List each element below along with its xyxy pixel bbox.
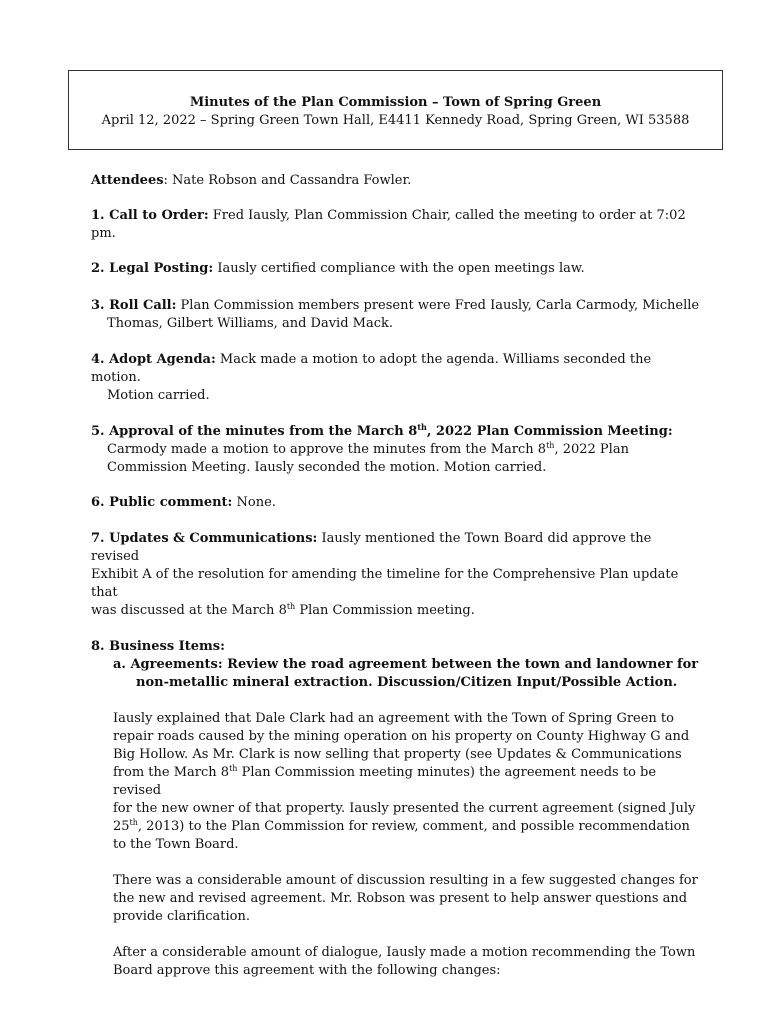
updates-line3-b: Plan Commission meeting.: [295, 603, 475, 618]
approval-label-sup: th: [417, 422, 427, 432]
para1-line6: [113, 818, 701, 836]
para1-line1: Iausly explained that Dale Clark had an agreement with the Town of Spring Green to: [113, 711, 674, 726]
roll-call-label: 3. Roll Call:: [91, 298, 177, 313]
business-sub-a-line2: non-metallic mineral extraction. Discussion/Citizen Input/Possible Action.: [136, 675, 678, 690]
para3-line2: Board approve this agreement with the following changes:: [113, 963, 501, 978]
attendees: [91, 172, 701, 190]
item-adopt-agenda: [91, 351, 701, 387]
call-to-order-text: Fred Iausly, Plan Commission Chair, called the meeting to order at 7:02 pm.: [91, 208, 686, 241]
legal-posting-label: 2. Legal Posting:: [91, 261, 214, 276]
public-comment-label: 6. Public comment:: [91, 495, 233, 510]
minutes-body: [91, 172, 701, 980]
approval-line2: Commission Meeting. Iausly seconded the motion. Motion carried.: [107, 460, 547, 475]
business-paragraph-2: [91, 872, 701, 926]
item-call-to-order: [91, 207, 701, 243]
item-public-comment: [91, 494, 701, 512]
document-header: [68, 70, 723, 150]
updates-line1: Iausly mentioned the Town Board did approve the revised: [91, 531, 652, 564]
updates-line3-a: was discussed at the March 8: [91, 603, 287, 618]
para3-line1: After a considerable amount of dialogue, Iausly made a motion recommending the Town: [113, 945, 696, 960]
updates-line2: Exhibit A of the resolution for amending the timeline for the Comprehensive Plan update that: [91, 567, 679, 600]
business-paragraph-1: [91, 710, 701, 854]
approval-line1-a: Carmody made a motion to approve the minutes from the March 8: [107, 442, 547, 457]
para1-line3: Big Hollow. As Mr. Clark is now selling that property (see Updates & Communications: [113, 747, 682, 762]
item-updates: [91, 530, 701, 566]
para1-line4-sup: th: [229, 764, 238, 773]
roll-call-line1: Plan Commission members present were Fred Iausly, Carla Carmody, Michelle: [176, 298, 700, 313]
document-subtitle: April 12, 2022 – Spring Green Town Hall, E4411 Kennedy Road, Spring Green, WI 53588: [101, 113, 690, 128]
document-title: Minutes of the Plan Commission – Town of Spring Green: [189, 95, 602, 110]
item-approval-heading: [91, 423, 701, 441]
item-roll-call: [91, 297, 701, 315]
approval-label-a: 5. Approval of the minutes from the March 8: [91, 424, 418, 439]
approval-line1: [91, 441, 701, 459]
para1-line2: repair roads caused by the mining operation on his property on County Highway G and: [113, 729, 690, 744]
para2-line3: provide clarification.: [113, 909, 250, 924]
approval-line1-b: , 2022 Plan: [554, 442, 629, 457]
legal-posting-text: Iausly certified compliance with the open meetings law.: [213, 261, 585, 276]
updates-label: 7. Updates & Communications:: [91, 531, 318, 546]
para1-line6-sup: th: [129, 818, 138, 827]
para1-line6-a: 25: [113, 819, 130, 834]
adopt-agenda-line2: Motion carried.: [107, 388, 210, 403]
adopt-agenda-line1: Mack made a motion to adopt the agenda. Williams seconded the motion.: [91, 352, 652, 385]
adopt-agenda-label: 4. Adopt Agenda:: [91, 352, 216, 367]
para2-line2: the new and revised agreement. Mr. Robson was present to help answer questions and: [113, 891, 688, 906]
para1-line4-b: Plan Commission meeting minutes) the agreement needs to be revised: [113, 765, 657, 798]
para1-line6-b: , 2013) to the Plan Commission for review, comment, and possible recommendation: [137, 819, 690, 834]
call-to-order-label: 1. Call to Order:: [91, 208, 209, 223]
public-comment-text: None.: [232, 495, 276, 510]
updates-line3-sup: th: [286, 602, 296, 611]
para1-line4: [113, 764, 701, 800]
approval-label-b: , 2022 Plan Commission Meeting:: [426, 424, 673, 439]
para1-line5: for the new owner of that property. Iausly presented the current agreement (signed July: [113, 801, 696, 816]
updates-line3: [91, 602, 701, 620]
para1-line4-a: from the March 8: [113, 765, 230, 780]
attendees-text: : Nate Robson and Cassandra Fowler.: [163, 173, 412, 188]
attendees-label: Attendees: [91, 173, 164, 188]
item-legal-posting: [91, 260, 701, 278]
approval-line1-sup: th: [546, 441, 555, 450]
roll-call-line2: Thomas, Gilbert Williams, and David Mack.: [107, 316, 394, 331]
para2-line1: There was a considerable amount of discussion resulting in a few suggested changes for: [113, 873, 698, 888]
business-paragraph-3: [91, 944, 701, 980]
para1-line7: to the Town Board.: [113, 837, 239, 852]
business-sub-a-line1: a. Agreements: Review the road agreement between the town and landowner for: [113, 657, 699, 672]
item-business: 8. Business Items:: [91, 639, 225, 654]
